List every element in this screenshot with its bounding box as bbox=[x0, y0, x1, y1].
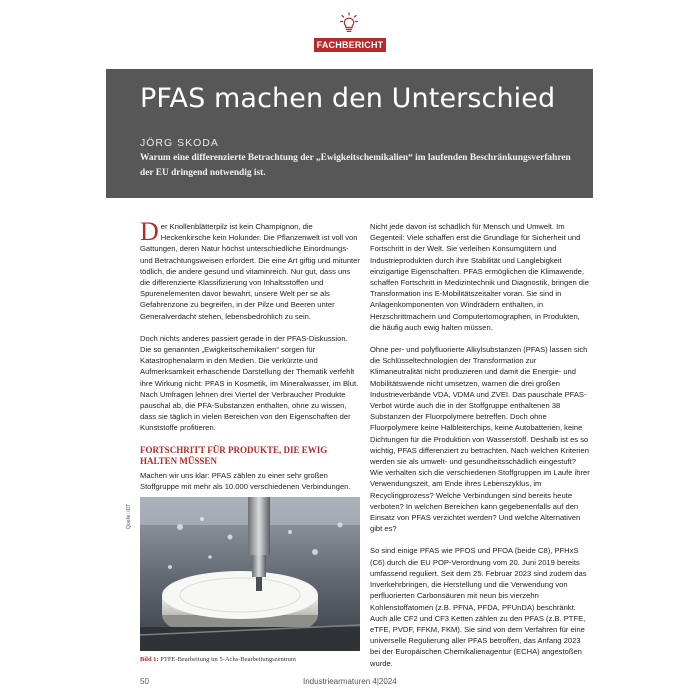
section-label: FACHBERICHT bbox=[314, 38, 386, 52]
paragraph: So sind einige PFAS wie PFOS und PFOA (beide C8), PFHxS (C6) durch die EU POP-Verordnung vom 20. Juni 2019 bereits umfassend reguliert. Seit dem 25. Februar 2023 sind zudem das Inverkehrbringen, die Herstellung und die Verwendung von perfluorierten Carbonsäuren mit neun bis vierzehn Kohlenstoffatomen (z.B. PFNA, PFDA, PFUnDA) beschränkt. Auch alle CF2 und CF3 Ketten zählen zu den PFAS (z.B. PTFE, eTFE, PVDF, FFKM, FKM). Sie sind von dem Verfahren für eine universelle Regulierung aller PFAS betroffen, das Anfang 2023 bei der Europäischen Chemikalienagentur (ECHA) angestoßen wurde. bbox=[370, 546, 587, 668]
caption-text: PTFE-Bearbeitung im 5-Achs-Bearbeitungszentrum bbox=[160, 656, 296, 663]
paragraph bbox=[140, 217, 360, 322]
drop-cap: D bbox=[140, 217, 159, 246]
paragraph-text: er Knollenblätterpilz ist kein Champignon, die Heckenkirsche kein Holunder. Die Pflanzenwelt ist voll von Gattungen, deren Natur höchst unterschiedliche Einordnungs- und Betrachtungsweisen erfordert. Die eine Art giftig und mitunter tödlich, die andere gesund und vitaminreich. Nur gut, dass uns die differenzierte Klassifizierung von Inhaltsstoffen und Spurenelementen davor bewahrt, unsere Welt per se als Gefahrenzone zu begreifen, in der Pilze und Beeren unter Generalverdacht stehen, lebensbedrohlich zu sein. bbox=[140, 222, 360, 321]
subheading: FORTSCHRITT FÜR PRODUKTE, DIE EWIG HALTEN MÜSSEN bbox=[140, 444, 328, 466]
paragraph: Machen wir uns klar: PFAS zählen zu einer sehr großen Stoffgruppe mit mehr als 10.000 verschiedenen Verbindungen. bbox=[140, 470, 351, 491]
text-column-right bbox=[370, 221, 590, 680]
article-lead: Warum eine differenzierte Betrachtung der „Ewigkeitschemikalien“ im laufenden Beschränkungsverfahren der EU dringend notwendig ist. bbox=[140, 153, 571, 178]
paragraph: Doch nichts anderes passiert gerade in der PFAS-Diskussion. Die so genannten „Ewigkeitschemikalien“ sorgen für Katastrophenalarm in den Medien. Die verkürzte und Aufmerksamkeit erhaschende Darstellung der Thematik verfehlt ihre Wirkung nicht: PFAS in Kosmetik, im Mineralwasser, im Blut. Nach Umfragen lehnen drei Viertel der Verbraucher Produkte pauschal ab, die PFA-Substanzen enthalten, ohne zu wissen, dass sie täglich in vielen Bereichen von den Eigenschaften der Kunststoffe profitieren. bbox=[140, 333, 359, 433]
lightbulb-icon bbox=[340, 12, 358, 34]
paragraph: Ohne per- und polyfluorierte Alkylsubstanzen (PFAS) lassen sich die Schlüsseltechnologien der Transformation zur Klimaneutralität nicht produzieren und damit die Energie- und Mobilitätswende nicht umsetzen, warnen die drei großen Industrieverbände VDA, VDMA und ZVEI. Das pauschale PFAS-Verbot würde auch die in der Stoffgruppe enthaltenen 38 Substanzen der Fluorpolymere betreffen. Doch ohne Fluorpolymere keine Halbleiterchips, keine Autobatterien, keine Dichtungen für die Produktion von Wasserstoff. Deshalb ist es so wichtig, PFAS differenziert zu betrachten. Nach welchen Kriterien werden sie als umwelt- und gesundheitsschädlich eingestuft? Wie verhalten sich die verschiedenen Stoffgruppen im Laufe ihrer Verwendungszeit, am Ende ihres Lebenszyklus, im Recyclingprozess? Welche Verbindungen sind bereits heute verboten? In welchen Bereichen kann gegebenenfalls auf den Einsatz von PFAS verzichtet werden? Und welche Alternativen gibt es? bbox=[370, 345, 590, 534]
article-author: JÖRG SKODA bbox=[140, 137, 219, 149]
page-number: 50 bbox=[140, 677, 149, 686]
caption-label: Bild 1: bbox=[140, 656, 159, 663]
paragraph: Nicht jede davon ist schädlich für Mensch und Umwelt. Im Gegenteil: Viele schaffen erst die Grundlage für Sicherheit und Fortschritt in der Welt. Sie verleihen Konsumgütern und Industrieprodukten durch ihre Stabilität und Langlebigkeit einzigartige Eigenschaften. PFAS ermöglichen die Klimawende, schaffen Fortschritt in Medizintechnik und Diagnostik, bringen die Transformation ins E-Mobilitätszeitalter voran. Sie sind in Anlagenkomponenten von Windrädern enthalten, in Herzschrittmachern und Computertomographen, in Produkten, die häufig auch ewig halten müssen. bbox=[370, 222, 589, 332]
text-column-left bbox=[140, 217, 360, 503]
machining-photo bbox=[140, 497, 360, 651]
article-title: PFAS machen den Unterschied bbox=[140, 83, 556, 114]
photo-credit: Quelle: IDT bbox=[126, 503, 132, 529]
figure-caption bbox=[140, 656, 296, 663]
magazine-issue: Industriearmaturen 4|2024 bbox=[303, 677, 397, 686]
